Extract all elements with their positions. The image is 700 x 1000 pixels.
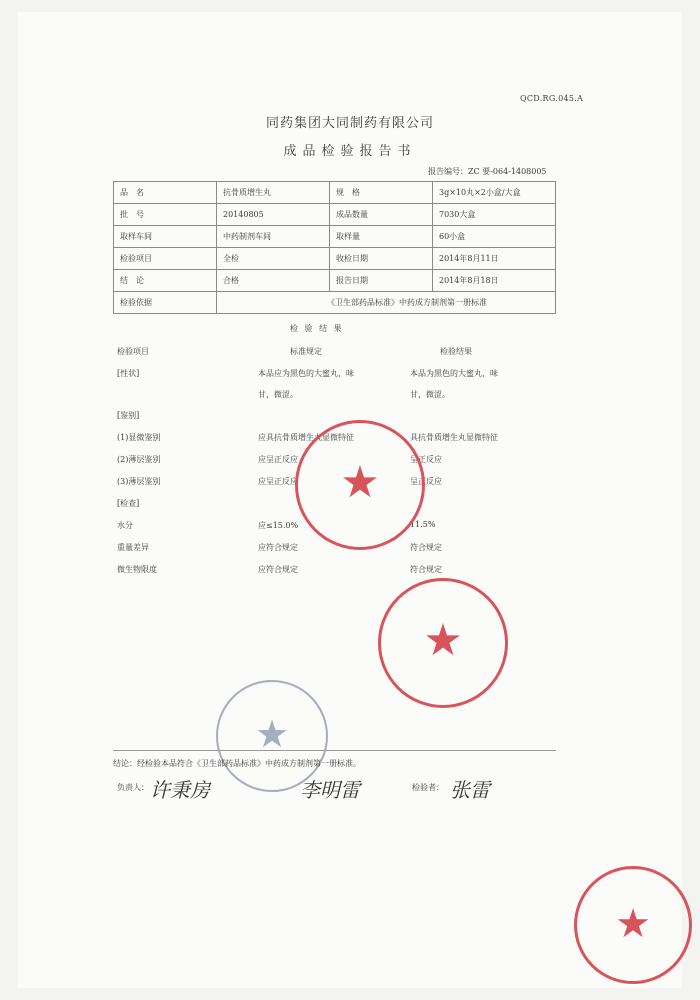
approver-signature: 许秉房: [150, 778, 210, 802]
conclusion-text: 结论：经检验本品符合《卫生部药品标准》中药成方制剂第一册标准。: [113, 759, 361, 768]
info-label: 报告日期: [330, 270, 433, 292]
result-standard: 应≤15.0%: [258, 521, 299, 530]
result-standard: 应符合规定: [258, 565, 298, 574]
table-row: [114, 226, 556, 248]
distributor-seal-stamp: [574, 866, 692, 984]
table-row: [114, 182, 556, 204]
result-value: 呈正反应: [410, 455, 442, 464]
result-item-name: 重量差异: [117, 543, 149, 552]
result-standard: 甘，微涩。: [258, 390, 298, 399]
result-section-name: [检查]: [117, 499, 140, 508]
info-label: 批 号: [114, 204, 217, 226]
result-value: 11.5%: [410, 520, 436, 529]
company-seal-stamp: [378, 578, 508, 708]
document-code: QCD.RG.045.A: [520, 94, 584, 103]
info-value: 7030大盒: [433, 204, 556, 226]
basis-value: 《卫生部药品标准》中药成方制剂第一册标准: [217, 292, 556, 314]
result-standard: 应具抗骨质增生丸显微特征: [258, 433, 354, 442]
result-item-name: [性状]: [117, 369, 140, 378]
info-label: 取样量: [330, 226, 433, 248]
approver-label: 负责人：: [117, 783, 149, 792]
column-header-item: 检验项目: [117, 347, 149, 356]
info-label: 成品数量: [330, 204, 433, 226]
star-icon: ★: [423, 615, 463, 666]
result-item-name: (1)显微鉴别: [117, 433, 161, 442]
result-value: 呈正反应: [410, 477, 442, 486]
info-label: 规 格: [330, 182, 433, 204]
result-item-name: 微生物限度: [117, 565, 157, 574]
star-icon: ★: [340, 457, 380, 508]
info-value: 抗骨质增生丸: [217, 182, 330, 204]
info-label: 检验项目: [114, 248, 217, 270]
result-value: 符合规定: [410, 543, 442, 552]
basis-label: 检验依据: [114, 292, 217, 314]
result-item-name: (3)薄层鉴别: [117, 477, 161, 486]
info-label: 结 论: [114, 270, 217, 292]
table-row: [114, 248, 556, 270]
info-value: 3g×10丸×2小盒/大盒: [433, 182, 556, 204]
result-standard: 应符合规定: [258, 543, 298, 552]
result-standard: 本品应为黑色的大蜜丸，味: [258, 369, 354, 378]
result-value: 具抗骨质增生丸显微特征: [410, 433, 498, 442]
table-row: [114, 270, 556, 292]
column-header-result: 检验结果: [440, 347, 472, 356]
table-row: [114, 204, 556, 226]
reviewer-signature: 李明雷: [300, 778, 360, 802]
result-value: 本品为黑色的大蜜丸，味: [410, 369, 498, 378]
quality-seal-stamp: [295, 420, 425, 550]
info-value: 全检: [217, 248, 330, 270]
company-name: 同药集团大同制药有限公司: [265, 116, 434, 131]
info-value: 2014年8月18日: [433, 270, 556, 292]
info-value: 合格: [217, 270, 330, 292]
inspector-signature: 张雷: [450, 778, 490, 802]
info-label: 收检日期: [330, 248, 433, 270]
result-standard: 应呈正反应: [258, 477, 298, 486]
info-value: 60小盒: [433, 226, 556, 248]
info-value: 中药制剂车间: [217, 226, 330, 248]
divider: [113, 750, 556, 751]
info-label: 取样车间: [114, 226, 217, 248]
info-value: 20140805: [217, 204, 330, 226]
result-value: 符合规定: [410, 565, 442, 574]
info-table: [113, 181, 556, 314]
info-label: 品 名: [114, 182, 217, 204]
table-row: [114, 292, 556, 314]
report-number: 报告编号：ZC 要-064-1408005: [428, 167, 547, 176]
star-icon: ★: [615, 901, 651, 947]
report-title: 成品检验报告书: [283, 144, 417, 159]
result-standard: 应呈正反应: [258, 455, 298, 464]
star-icon: ★: [254, 712, 290, 756]
inspector-label: 检验者：: [412, 783, 444, 792]
info-value: 2014年8月11日: [433, 248, 556, 270]
column-header-standard: 标准规定: [290, 347, 322, 356]
result-section-name: [鉴别]: [117, 411, 140, 420]
result-value: 甘，微涩。: [410, 390, 450, 399]
results-heading: 检 验 结 果: [290, 324, 344, 333]
result-item-name: (2)薄层鉴别: [117, 455, 161, 464]
result-item-name: 水分: [117, 521, 133, 530]
